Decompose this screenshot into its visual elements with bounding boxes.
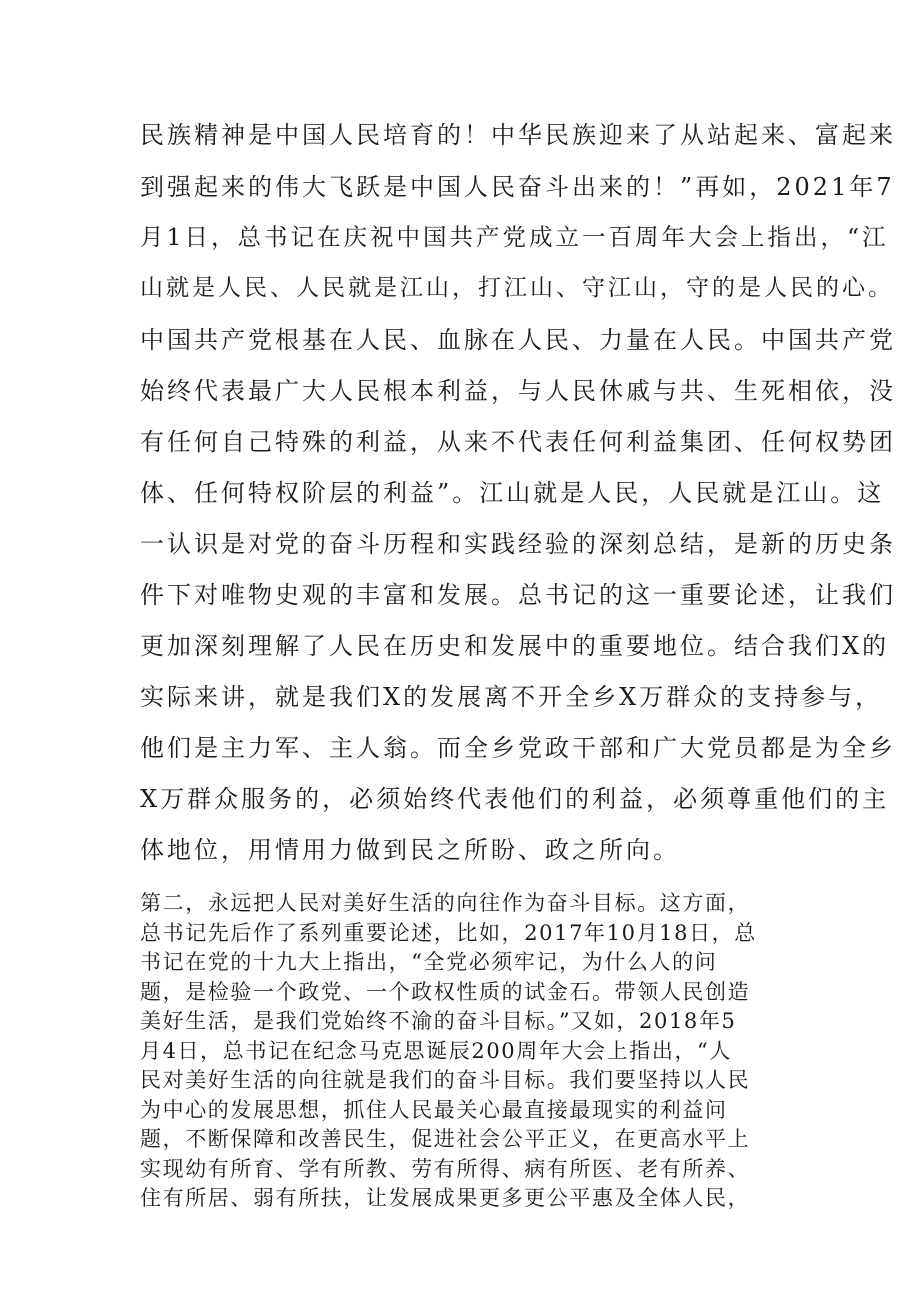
text-line: 题，不断保障和改善民生，促进社会公平正义，在更高水平上 xyxy=(140,1127,751,1151)
text-line: X万群众服务的，必须始终代表他们的利益，必须尊重他们的主 xyxy=(140,785,890,813)
text-line: 民对美好生活的向往就是我们的奋斗目标。我们要坚持以人民 xyxy=(140,1068,751,1092)
text-line: 总书记先后作了系列重要论述，比如，2017年10月18日，总 xyxy=(140,921,757,945)
text-line: 更加深刻理解了人民在历史和发展中的重要地位。结合我们X的 xyxy=(140,632,890,660)
text-line: 民族精神是中国人民培育的！中华民族迎来了从站起来、富起来 xyxy=(140,121,896,149)
text-line: 到强起来的伟大飞跃是中国人民奋斗出来的！”再如，2021年7 xyxy=(140,173,895,201)
text-line: 件下对唯物史观的丰富和发展。总书记的这一重要论述，让我们 xyxy=(140,581,896,609)
text-line: 书记在党的十九大上指出，“全党必须牢记，为什么人的问 xyxy=(140,950,718,974)
text-line: 美好生活，是我们党始终不渝的奋斗目标。”又如，2018年5 xyxy=(140,1009,737,1033)
text-line: 他们是主力军、主人翁。而全乡党政干部和广大党员都是为全乡 xyxy=(140,734,896,762)
text-line: 山就是人民、人民就是江山，打江山、守江山，守的是人民的心。 xyxy=(140,275,894,301)
text-line: 月1日，总书记在庆祝中国共产党成立一百周年大会上指出，“江 xyxy=(140,223,889,251)
text-line: 为中心的发展思想，抓住人民最关心最直接最现实的利益问 xyxy=(140,1098,728,1122)
text-line: 始终代表最广大人民根本利益，与人民休戚与共、生死相依，没 xyxy=(140,377,896,405)
text-line: 实际来讲，就是我们X的发展离不开全乡X万群众的支持参与， xyxy=(140,683,883,711)
text-line: 实现幼有所育、学有所教、劳有所得、病有所医、老有所养、 xyxy=(140,1157,751,1181)
text-line: 题，是检验一个政党、一个政权性质的试金石。带领人民创造 xyxy=(140,980,751,1004)
text-line: 月4日，总书记在纪念马克思诞辰200周年大会上指出，“人 xyxy=(140,1039,732,1063)
text-line: 住有所居、弱有所扶，让发展成果更多更公平惠及全体人民， xyxy=(140,1186,751,1210)
text-line: 第二，永远把人民对美好生活的向往作为奋斗目标。这方面， xyxy=(140,891,751,915)
text-line: 中国共产党根基在人民、血脉在人民、力量在人民。中国共产党 xyxy=(140,326,896,354)
text-line: 一认识是对党的奋斗历程和实践经验的深刻总结，是新的历史条 xyxy=(140,530,896,558)
text-line: 体地位，用情用力做到民之所盼、政之所向。 xyxy=(140,836,680,864)
text-line: 体、任何特权阶层的利益”。江山就是人民，人民就是江山。这 xyxy=(140,479,885,507)
text-line: 有任何自己特殊的利益，从来不代表任何利益集团、任何权势团 xyxy=(140,428,896,456)
